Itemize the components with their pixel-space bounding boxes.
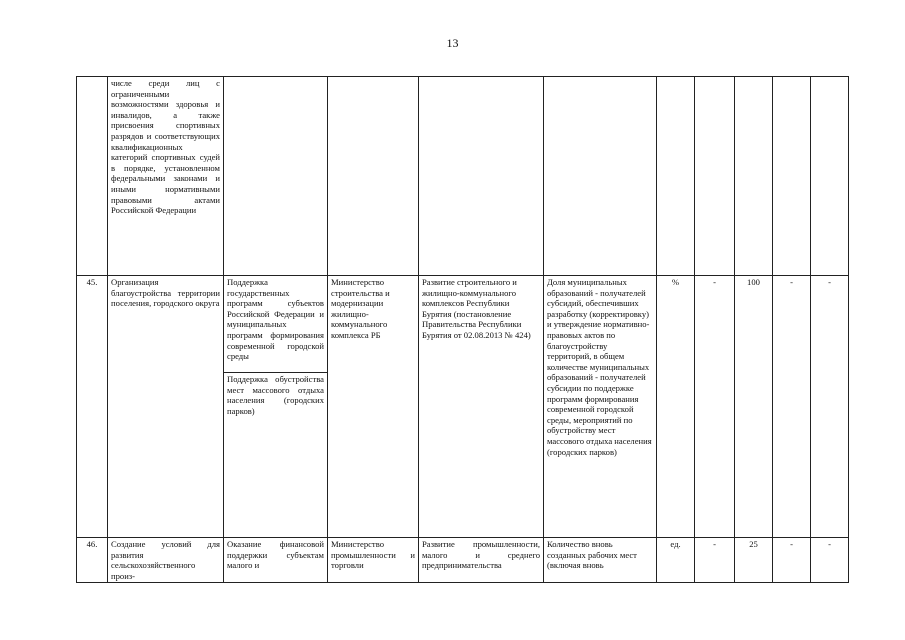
indicator-cell: Доля муниципальных образований - получателей субсидий, обеспечивших разработку (корректировку) и утверждение нормативно-правовых актов по благоустройству территорий, в общем количестве муниципальных образований - получателей субсидии по поддержке программ формирования современной городской среды, мероприятий по обустройству мест массового отдыха населения (городских парков) [544, 276, 657, 538]
unit-cell: % [657, 276, 695, 538]
value-cell-1: - [695, 538, 735, 583]
measure-item: Поддержка государственных программ субъектов Российской Федерации и муниципальных программ формирования современной городской среды [227, 277, 324, 362]
row-number [77, 77, 108, 276]
measure-cell [224, 276, 328, 538]
row-number: 45. [77, 276, 108, 538]
value-cell-3: - [773, 538, 811, 583]
program-cell: Развитие строительного и жилищно-коммунального комплексов Республики Бурятия (постановление Правительства Республики Бурятия от 02.08.2013 № 424) [419, 276, 544, 538]
value-cell-3 [773, 77, 811, 276]
measure-cell: Оказание финансовой поддержки субъектам малого и [224, 538, 328, 583]
indicator-cell [544, 77, 657, 276]
value-cell-2: 25 [735, 538, 773, 583]
activity-name-cell: Создание условий для развития сельскохозяйственного произ- [108, 538, 224, 583]
unit-cell: ед. [657, 538, 695, 583]
value-cell-3: - [773, 276, 811, 538]
activity-name-cell: числе среди лиц с ограниченными возможностями здоровья и инвалидов, а также присвоения спортивных разрядов и соответствующих квалификационных категорий спортивных судей в порядке, установленном федеральными законами и иными нормативными правовыми актами Российской Федерации [108, 77, 224, 276]
program-cell [419, 77, 544, 276]
value-cell-4: - [811, 538, 849, 583]
measure-item: Поддержка обустройства мест массового отдыха населения (городских парков) [224, 372, 327, 417]
value-cell-4: - [811, 276, 849, 538]
table-row [77, 538, 849, 583]
table-row [77, 276, 849, 538]
value-cell-1 [695, 77, 735, 276]
document-table [76, 76, 849, 583]
value-cell-2 [735, 77, 773, 276]
activity-name-cell: Организация благоустройства территории поселения, городского округа [108, 276, 224, 538]
table-row [77, 77, 849, 276]
measure-cell [224, 77, 328, 276]
page-number: 13 [446, 36, 459, 50]
row-number: 46. [77, 538, 108, 583]
indicator-cell: Количество вновь созданных рабочих мест (включая вновь [544, 538, 657, 583]
value-cell-2: 100 [735, 276, 773, 538]
value-cell-4 [811, 77, 849, 276]
agency-cell [328, 77, 419, 276]
agency-cell: Министерство строительства и модернизации жилищно-коммунального комплекса РБ [328, 276, 419, 538]
unit-cell [657, 77, 695, 276]
value-cell-1: - [695, 276, 735, 538]
program-cell: Развитие промышленности, малого и среднего предпринимательства [419, 538, 544, 583]
agency-cell: Министерство промышленности и торговли [328, 538, 419, 583]
